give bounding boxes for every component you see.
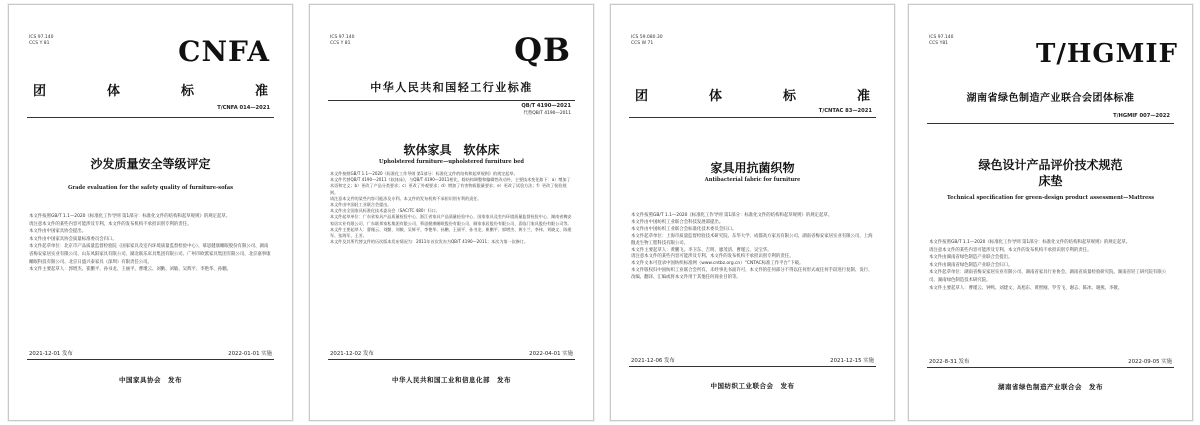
standard-number: QB/T 4190—2021 代替QB/T 4190—2011	[521, 103, 571, 116]
classification-codes: ICS 97.140 CCS Y 81	[330, 35, 355, 46]
english-title: Technical specification for green-design product assessment—Mattress	[946, 195, 1155, 201]
preface-text: 本文件按照GB/T 1.1—2020《标准化工作导则 第1部分：标准化文件的结构和起草规则》的规定起草。 本文件由中国纺织工业联合会科技发展部提出。 本文件由中国纺织工业联合会标准化技术委员会归口。 本文件起草单位：上海市质量监督检验技术研究院、东华大学、成都高方家具有限公司、湖南省梅安家居实业有限公司、上海傲龙生物工程科技有限公司。 本文件主要起草人：黄鹏飞、李卫东、吉明、廖茂清、曹瑾云、吴宝华。 请注意本文件的某些内容可能涉及专利。本文件的发布机构不承担识别专利的责任。 本文件文本可登录中国纺织标准网（www.cntbz.org.cn）“CNTAC标准工作平台”下载。 本文件版权归中国纺织工业联合会所有。未经事先书面许可，本文件的任何部分不得以任何形式或任何手段进行复制、发行、改编、翻译、汇编或将本文件用于其他任何商业目的等。	[631, 213, 873, 281]
header-rule	[328, 100, 575, 101]
standard-category: 团 体 标 准	[33, 84, 268, 99]
standard-number: T/CNTAC 83—2021	[818, 108, 872, 114]
preface-text: 本文件按照GB/T 1.1—2020《标准化工作导则 第1部分：标准化文件的结构和起草规则》的规定起草。 请注意本文件的某些内容可能涉及专利。本文件的发布机构不承担识别专利的责任。 本文件由中国家具协会提出。 本文件由中国家具协会质量标准委员会归口。 本文件起草单位：北京市产品质量监督检验院（国家家具及室内环境质量监督检验中心）、慕思健康睡眠股份有限公司、湖南省梅安家居实业有限公司、山东凤阳家具有限公司、湖北联乐床具集团有限公司、广州市欧派家具集团有限公司、北京嘉事康睡眠科技有限公司、北京日盛兴泰家具（深圳）有限责任公司。 本文件主要起草人：郭增杰、崔鹏平、孙书龙、王丽平、曹瑾云、刘勤、刘敏、吴辉平、李艳华、孙鹏。	[29, 214, 271, 273]
english-title: Grade evaluation for the safety quality of furniture-sofas	[67, 185, 234, 191]
organization-code: T/HGMIF	[1035, 39, 1178, 69]
footer-rule	[927, 367, 1174, 368]
standard-title: 绿色设计产品评价技术规范 床垫	[978, 158, 1123, 188]
header-rule	[927, 123, 1174, 124]
publisher: 湖南省绿色制造产业联合会 发布	[998, 383, 1103, 391]
standard-cover-cnfa	[8, 4, 293, 421]
standard-title: 沙发质量安全等级评定	[90, 157, 211, 171]
implement-date: 2022-01-01 实施	[228, 351, 272, 357]
preface-text: 本文件按照GB/T 1.1—2020《标准化工作导则 第1部分：标准化文件的结构和起草规则》的规定起草。 请注意本文件的某些内容可能涉及专利。本文件的发布机构不承担识别专利的责任。 本文件由湖南省绿色制造产业联合会提出。 本文件由湖南省绿色制造产业联合会归口。 本文件起草单位：湖南省梅安家居实业有限公司、湖南省家具行业协会、湖南省质量检验研究院、湖南省轻工研究院有限公司、湖南绿色制造技术研究院。 本文件主要起草人：曹瑾云、钟鸣、刘建文、高旭东、黄智刚、罗雪飞、谢志、陈冰、谢燕、李敬。	[929, 240, 1167, 291]
footer-rule	[27, 359, 274, 360]
header-rule	[27, 117, 274, 118]
standard-number: T/CNFA 014—2021	[217, 105, 270, 111]
preface-text: 本文件按照GB/T 1.1—2020《标准化工作导则 第1部分：标准化文件的结构和起草规则》的规定起草。 本文件代替QB/T 4190—2011《软体床》，与QB/T 4190—2011相比，除结构调整和编辑性改动外，主要技术变化如下：a）增加了术语和定义；b）更改了产品分类要求；c）更改了外观要求；d）增加了有害物质限量要求；e）更改了试验方法；f）更改了检验规则。 请注意本文件的某些内容可能涉及专利。本文件的发布机构不承担识别专利的责任。 本文件由中国轻工业联合会提出。 本文件由全国家具标准化技术委员会（SAC/TC 480）归口。 本文件起草单位：广东省家具产品质量检验中心、浙江省家具产品质量检验中心、国家家具及室内环境质量监督检验中心、湖南省梅安家居实业有限公司、广东联邦家私集团有限公司、慕思健康睡眠股份有限公司、顾家家居股份有限公司、喜临门家具股份有限公司等。 本文件主要起草人：曹瑾云、刘勤、刘敏、吴辉平、李艳华、孙鹏、王丽平、孙书龙、崔鹏平、郭增杰、黄小兰、李伟、刘晓文、陈建军、张海军、王芳。 本文件及其所代替文件的历次版本发布情况为：2011年首次发布为QB/T 4190—2011；本次为第一次修订。	[330, 171, 572, 245]
standard-number: T/HGMIF 007—2022	[1113, 113, 1170, 119]
standard-category: 团 体 标 准	[635, 89, 870, 104]
implement-date: 2022-04-01 实施	[529, 351, 573, 357]
header-rule	[629, 117, 876, 118]
release-date: 2021-12-01 发布	[29, 351, 73, 357]
standard-title: 家具用抗菌织物	[710, 161, 795, 175]
release-date: 2022-8-31 发布	[929, 359, 970, 365]
standard-category: 中华人民共和国轻工行业标准	[370, 81, 533, 94]
dates-row	[330, 349, 573, 357]
footer-rule	[328, 359, 575, 360]
publisher: 中国纺织工业联合会 发布	[710, 382, 795, 390]
standard-cover-hgmif	[908, 4, 1193, 421]
publisher: 中华人民共和国工业和信息化部 发布	[392, 376, 511, 384]
dates-row	[29, 349, 272, 357]
dates-row	[631, 356, 874, 364]
organization-code: QB	[514, 31, 571, 69]
english-title: Antibacterial fabric for furniture	[704, 177, 801, 183]
standard-category: 湖南省绿色制造产业联合会团体标准	[966, 93, 1135, 104]
release-date: 2021-12-02 发布	[330, 351, 374, 357]
english-title: Upholstered furniture—upholstered furniture bed	[378, 159, 525, 165]
classification-codes: ICS 59.080.30 CCS W 71	[631, 35, 663, 46]
classification-codes: ICS 97.140 CCS Y81	[929, 35, 954, 46]
implement-date: 2022-09-05 实施	[1128, 359, 1172, 365]
dates-row	[929, 357, 1172, 365]
implement-date: 2021-12-15 实施	[830, 358, 874, 364]
publisher: 中国家具协会 发布	[119, 376, 182, 384]
release-date: 2021-12-06 发布	[631, 358, 675, 364]
standard-title: 软体家具 软体床	[403, 143, 500, 157]
standard-cover-cntac	[610, 4, 895, 421]
footer-rule	[629, 366, 876, 367]
classification-codes: ICS 97.140 CCS Y 81	[29, 35, 54, 46]
organization-code: CNFA	[178, 35, 270, 68]
standard-cover-qb	[309, 4, 594, 421]
